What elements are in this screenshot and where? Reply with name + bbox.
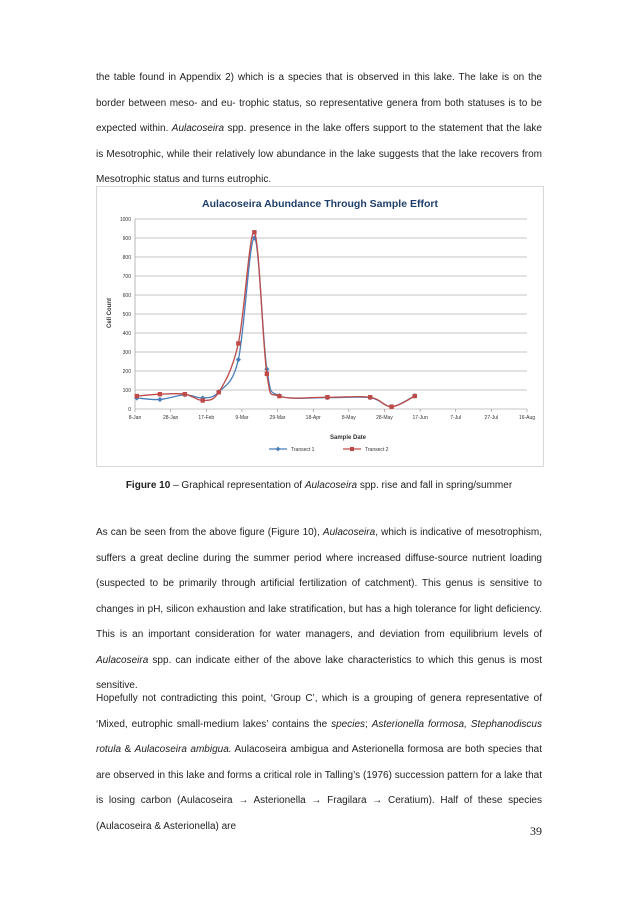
paragraph-2-run: As can be seen from the above figure (Figure 10), [96, 527, 323, 538]
paragraph-1-run: the table found in Appendix 2) which is a species that is observed in this lake. The lake is on the border between meso- and eu- trophic status, so representative genera from both statuses is to be expected within. [96, 72, 542, 134]
series-line [137, 232, 415, 407]
paragraph-3 [96, 686, 542, 839]
y-tick-label: 800 [122, 255, 131, 261]
paragraph-2-run: spp. can indicate either of the above lake characteristics to which this genus is most sensitive. [96, 654, 542, 691]
paragraph-1-run: Aulacoseira [171, 123, 225, 134]
y-tick-label: 400 [122, 331, 131, 337]
y-tick-label: 500 [122, 312, 131, 318]
data-point [135, 394, 139, 398]
data-point [157, 397, 162, 402]
y-tick-label: 300 [122, 350, 131, 356]
chart-frame [96, 186, 544, 467]
y-tick-label: 100 [122, 388, 131, 394]
data-point [389, 405, 393, 409]
paragraph-2-run: Aulacoseira [96, 654, 149, 666]
x-tick-label: 8-May [341, 415, 356, 421]
data-point [368, 395, 372, 399]
x-tick-label: 17-Jun [412, 415, 428, 421]
y-tick-label: 200 [122, 369, 131, 375]
y-tick-label: 700 [122, 274, 131, 280]
x-tick-label: 17-Feb [198, 415, 215, 421]
data-point [201, 398, 205, 402]
legend-label: Transect 2 [365, 447, 389, 453]
legend-label: Transect 1 [291, 447, 315, 453]
chart-legend [269, 447, 389, 453]
y-tick-labels [120, 217, 131, 413]
x-tick-label: 28-May [376, 415, 393, 421]
page-number: 39 [530, 824, 542, 838]
x-tick-label: 16-Aug [518, 415, 536, 421]
data-point [217, 390, 221, 394]
paragraph-3-run: species [331, 718, 366, 730]
data-point [413, 394, 417, 398]
x-tick-label: 18-Apr [305, 415, 321, 421]
x-tick-label: 9-Mar [235, 415, 249, 421]
y-axis-label: Cell Count [107, 298, 113, 328]
x-tick-label: 7-Jul [450, 415, 462, 421]
x-tick-label: 28-Jan [162, 415, 179, 421]
x-tick-labels [129, 415, 536, 421]
legend-marker [276, 447, 281, 452]
x-tick-label: 29-Mar [269, 415, 286, 421]
legend-marker [350, 447, 354, 451]
data-point [325, 395, 329, 399]
paragraph-3-run: Hopefully not contradicting this point, ‘Group C’, which is a grouping of genera representative of ‘Mixed, eutrophic small-medium lakes’ contains the [96, 693, 542, 730]
series-1 [134, 235, 417, 409]
data-point [183, 392, 187, 396]
caption-text [170, 480, 512, 491]
y-tick-label: 0 [128, 407, 131, 413]
paragraph-3-run: & [121, 744, 135, 755]
data-point [252, 230, 256, 234]
data-point [265, 372, 269, 376]
paragraph-3-run: Asterionella formosa, Stephanodiscus rotula [96, 718, 542, 755]
x-axis-label: Sample Date [329, 435, 367, 441]
x-tick-label: 27-Jul [484, 415, 499, 421]
caption-run: – Graphical representation of [170, 480, 305, 491]
paragraph-2 [96, 520, 542, 699]
series-line [137, 238, 415, 407]
x-tick-label: 8-Jan [128, 415, 142, 421]
grid-lines [135, 219, 527, 412]
data-point [277, 394, 281, 398]
y-tick-label: 600 [122, 293, 131, 299]
data-point [158, 392, 162, 396]
caption-run: spp. rise and fall in spring/summer [357, 480, 513, 491]
chart-title: Aulacoseira Abundance Through Sample Effort [202, 198, 438, 210]
figure-caption [96, 480, 542, 491]
paragraph-3-run: ; [365, 718, 372, 730]
paragraph-2-run: , which is indicative of mesotrophism, suffers a great decline during the summer period where increased diffuse-source nutrient loading (suspected to be primarily through artificial fertilization of catchment). This genus is sensitive to changes in pH, silicon exhaustion and lake stratification, but has a high tolerance for light deficiency. This is an important consideration for water managers, and deviation from equilibrium levels of [96, 527, 542, 640]
y-tick-label: 1000 [119, 217, 131, 223]
paragraph-3-run: Aulacoseira ambigua and Asterionella formosa are both species that are observed in this lake and forms a critical role in Talling’s (1976) succession pattern for a lake that is losing carbon (Aulacoseira → Asterionella → Fragilara → Ceratium). Half of these species (Aulacoseira & Asterionella) are [96, 744, 543, 832]
data-point [236, 357, 241, 362]
paragraph-3-run: Aulacoseira ambigua. [134, 744, 232, 755]
data-point [236, 341, 240, 345]
y-tick-label: 900 [122, 236, 131, 242]
paragraph-2-run: Aulacoseira [322, 527, 376, 538]
paragraph-1 [96, 65, 542, 193]
caption-run: Aulacoseira [304, 480, 358, 491]
paragraph-1-run: spp. presence in the lake offers support to the statement that the lake is Mesotrophic, while their relatively low abundance in the lake suggests that the lake recovers from Mesotrophic status and turns eutrophic. [96, 123, 542, 185]
abundance-chart [97, 187, 543, 466]
figure-label: Figure 10 [125, 480, 171, 491]
